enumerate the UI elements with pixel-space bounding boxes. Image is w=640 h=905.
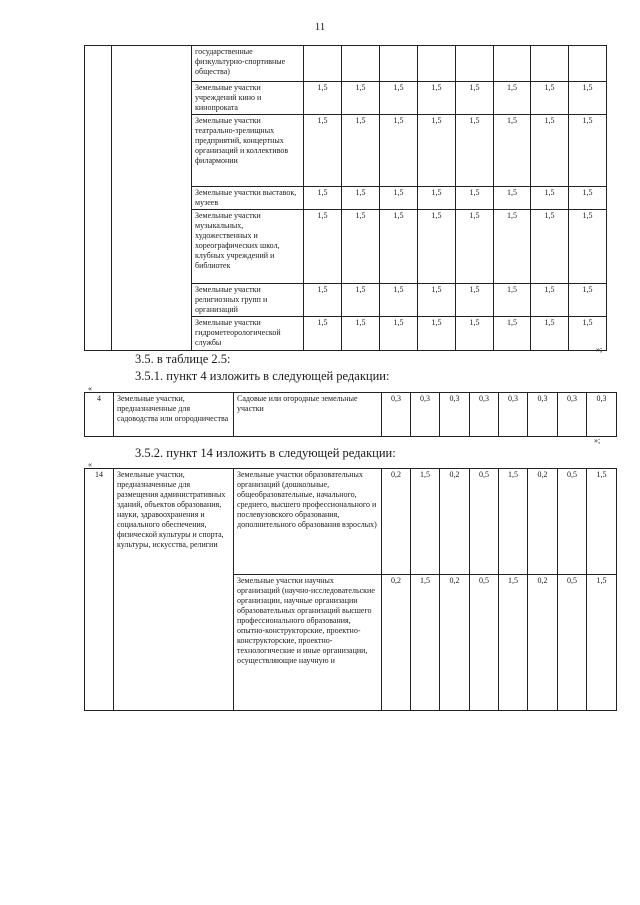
value-cell: 1,5 bbox=[304, 187, 342, 210]
value-cell: 1,5 bbox=[418, 187, 456, 210]
value-cell: 1,5 bbox=[456, 115, 494, 187]
description-cell: Земельные участки музыкальных, художественных и хореографических школ, клубных учреждений и библиотек bbox=[192, 210, 304, 284]
value-cell: 1,5 bbox=[494, 317, 531, 351]
description-cell: государственные физкультурно-спортивные общества) bbox=[192, 46, 304, 82]
value-cell bbox=[456, 46, 494, 82]
value-cell: 0,3 bbox=[382, 393, 411, 437]
value-cell: 1,5 bbox=[342, 115, 380, 187]
value-cell: 0,3 bbox=[587, 393, 617, 437]
value-cell: 1,5 bbox=[418, 82, 456, 115]
item-number: 4 bbox=[85, 393, 114, 437]
value-cell: 1,5 bbox=[569, 115, 607, 187]
description-cell: Земельные участки гидрометеорологической службы bbox=[192, 317, 304, 351]
value-cell: 1,5 bbox=[304, 210, 342, 284]
value-cell: 1,5 bbox=[456, 210, 494, 284]
description-cell: Земельные участки образовательных организаций (дошкольные, общеобразовательные, начального, среднего, высшего профессионального и послевузовского образования, дополнительного образования взрослых) bbox=[234, 469, 382, 575]
value-cell: 0,5 bbox=[470, 469, 499, 575]
heading-3-5: 3.5. в таблице 2.5: bbox=[135, 352, 231, 366]
value-cell bbox=[304, 46, 342, 82]
description-cell: Земельные участки учреждений кино и кинопроката bbox=[192, 82, 304, 115]
table-item-14 bbox=[84, 468, 617, 711]
value-cell: 1,5 bbox=[304, 317, 342, 351]
table-row bbox=[85, 393, 617, 437]
value-cell: 1,5 bbox=[456, 317, 494, 351]
value-cell: 1,5 bbox=[380, 284, 418, 317]
value-cell: 1,5 bbox=[569, 284, 607, 317]
value-cell: 1,5 bbox=[569, 317, 607, 351]
value-cell bbox=[569, 46, 607, 82]
description-cell: Земельные участки театрально-зрелищных предприятий, концертных организаций и коллективов филармонии bbox=[192, 115, 304, 187]
value-cell: 1,5 bbox=[342, 317, 380, 351]
value-cell bbox=[380, 46, 418, 82]
table-continuation bbox=[84, 45, 607, 351]
value-cell: 1,5 bbox=[304, 115, 342, 187]
value-cell: 1,5 bbox=[380, 187, 418, 210]
table2-open-mark: « bbox=[88, 384, 92, 393]
value-cell: 1,5 bbox=[494, 210, 531, 284]
value-cell: 0,3 bbox=[558, 393, 587, 437]
value-cell: 0,3 bbox=[499, 393, 528, 437]
item-number-cell bbox=[85, 46, 112, 351]
value-cell: 1,5 bbox=[587, 469, 617, 575]
value-cell: 0,3 bbox=[440, 393, 470, 437]
page-number: 11 bbox=[314, 21, 326, 33]
value-cell: 0,2 bbox=[382, 575, 411, 711]
value-cell: 0,2 bbox=[528, 575, 558, 711]
value-cell: 1,5 bbox=[531, 210, 569, 284]
value-cell: 1,5 bbox=[418, 115, 456, 187]
value-cell: 1,5 bbox=[569, 187, 607, 210]
description-cell: Земельные участки научных организаций (научно-исследовательские организации, научные организации образовательных организаций высшего профессионального образования, опытно-конструкторские, проектно-конструкторские, проектно-технологические и иные организации, осуществляющие научную и bbox=[234, 575, 382, 711]
value-cell: 0,2 bbox=[382, 469, 411, 575]
value-cell: 1,5 bbox=[342, 82, 380, 115]
table2-end-mark: »; bbox=[594, 436, 601, 445]
value-cell: 1,5 bbox=[494, 187, 531, 210]
value-cell: 0,5 bbox=[558, 575, 587, 711]
value-cell: 1,5 bbox=[380, 210, 418, 284]
heading-3-5-2: 3.5.2. пункт 14 изложить в следующей редакции: bbox=[135, 446, 396, 460]
table-row bbox=[85, 46, 607, 82]
table1-end-mark: »; bbox=[596, 345, 603, 354]
value-cell: 1,5 bbox=[456, 187, 494, 210]
value-cell: 1,5 bbox=[531, 187, 569, 210]
value-cell: 1,5 bbox=[494, 115, 531, 187]
value-cell: 1,5 bbox=[531, 115, 569, 187]
value-cell: 0,3 bbox=[470, 393, 499, 437]
value-cell bbox=[494, 46, 531, 82]
value-cell: 0,2 bbox=[440, 575, 470, 711]
value-cell: 1,5 bbox=[342, 284, 380, 317]
description-cell: Садовые или огородные земельные участки bbox=[234, 393, 382, 437]
value-cell: 1,5 bbox=[380, 115, 418, 187]
value-cell: 1,5 bbox=[380, 317, 418, 351]
value-cell: 1,5 bbox=[342, 187, 380, 210]
table-item-4 bbox=[84, 392, 617, 437]
value-cell: 1,5 bbox=[587, 575, 617, 711]
value-cell: 1,5 bbox=[569, 82, 607, 115]
value-cell bbox=[342, 46, 380, 82]
value-cell: 1,5 bbox=[342, 210, 380, 284]
value-cell: 1,5 bbox=[569, 210, 607, 284]
value-cell: 1,5 bbox=[494, 82, 531, 115]
value-cell: 1,5 bbox=[411, 469, 440, 575]
value-cell: 0,2 bbox=[440, 469, 470, 575]
table-row bbox=[85, 469, 617, 575]
heading-3-5-1: 3.5.1. пункт 4 изложить в следующей редакции: bbox=[135, 369, 390, 383]
table3-open-mark: « bbox=[88, 460, 92, 469]
item-number: 14 bbox=[85, 469, 114, 711]
description-cell: Земельные участки выставок, музеев bbox=[192, 187, 304, 210]
value-cell: 0,2 bbox=[528, 469, 558, 575]
value-cell: 1,5 bbox=[304, 82, 342, 115]
value-cell: 1,5 bbox=[411, 575, 440, 711]
value-cell: 0,5 bbox=[470, 575, 499, 711]
value-cell bbox=[531, 46, 569, 82]
value-cell bbox=[418, 46, 456, 82]
value-cell: 1,5 bbox=[418, 317, 456, 351]
value-cell: 1,5 bbox=[456, 284, 494, 317]
value-cell: 1,5 bbox=[456, 82, 494, 115]
value-cell: 0,3 bbox=[528, 393, 558, 437]
value-cell: 1,5 bbox=[418, 210, 456, 284]
value-cell: 1,5 bbox=[494, 284, 531, 317]
category-cell bbox=[112, 46, 192, 351]
category-cell: Земельные участки, предназначенные для садоводства или огородничества bbox=[114, 393, 234, 437]
value-cell: 1,5 bbox=[531, 82, 569, 115]
value-cell: 1,5 bbox=[531, 317, 569, 351]
value-cell: 1,5 bbox=[304, 284, 342, 317]
description-cell: Земельные участки религиозных групп и организаций bbox=[192, 284, 304, 317]
value-cell: 1,5 bbox=[531, 284, 569, 317]
value-cell: 1,5 bbox=[418, 284, 456, 317]
value-cell: 1,5 bbox=[499, 575, 528, 711]
category-cell: Земельные участки, предназначенные для размещения административных зданий, объектов образования, науки, здравоохранения и социального обеспечения, физической культуры и спорта, культуры, искусства, религии bbox=[114, 469, 234, 711]
value-cell: 1,5 bbox=[380, 82, 418, 115]
value-cell: 1,5 bbox=[499, 469, 528, 575]
value-cell: 0,5 bbox=[558, 469, 587, 575]
value-cell: 0,3 bbox=[411, 393, 440, 437]
